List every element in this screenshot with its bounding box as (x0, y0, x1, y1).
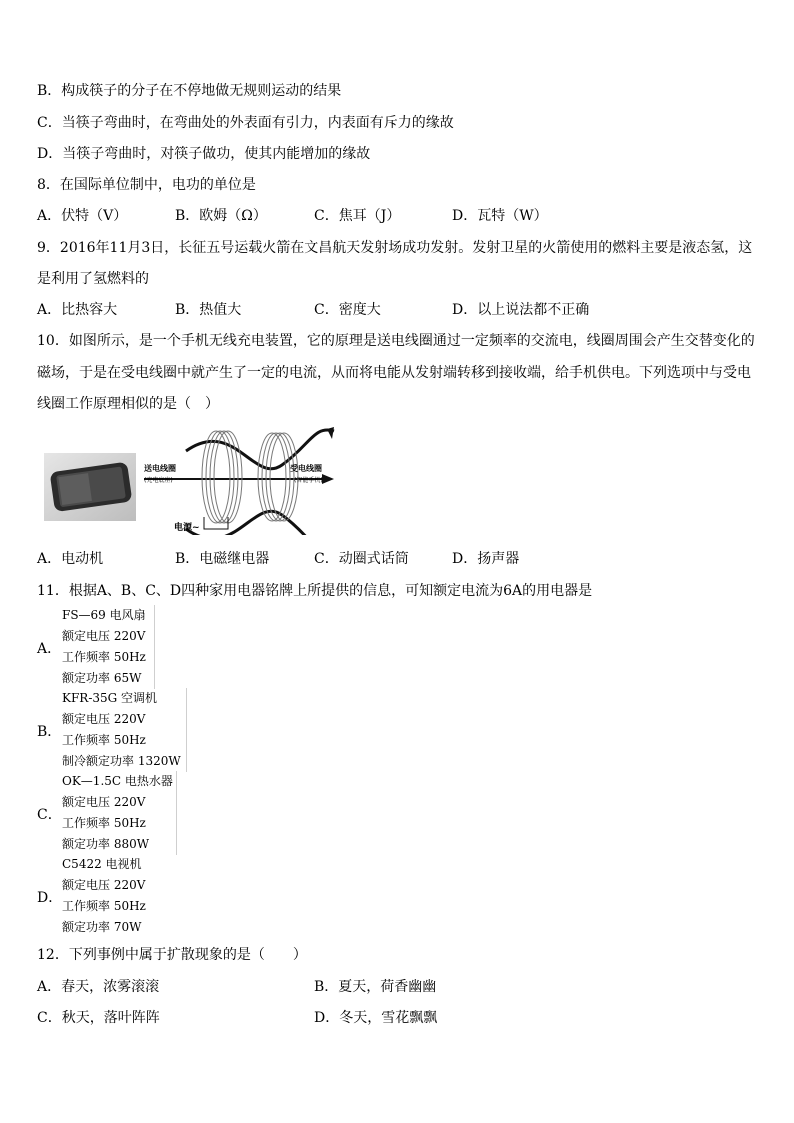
q8-option-b: B．欧姆（Ω） (175, 208, 267, 224)
q8-stem: 8．在国际单位制中，电功的单位是 (37, 177, 256, 193)
plate-line: 额定功率 880W (62, 837, 150, 851)
plate-line: 额定电压 220V (62, 878, 146, 892)
send-coil-sublabel: (充电底座) (144, 477, 173, 484)
q8-option-c: C．焦耳（J） (314, 208, 401, 224)
q11-stem: 11．根据A、B、C、D四种家用电器铭牌上所提供的信息，可知额定电流为6A的用电器是 (37, 583, 593, 599)
send-coil (202, 431, 242, 523)
receive-coil-sublabel: (智能手机) (294, 477, 323, 484)
q9-stem-line1: 9．2016年11月3日，长征五号运载火箭在文昌航天发射场成功发射。发射卫星的火箭使用的燃料主要是液态氢，这 (37, 240, 753, 256)
q8-option-d: D．瓦特（W） (452, 208, 548, 224)
q7-option-c: C．当筷子弯曲时，在弯曲处的外表面有引力，内表面有斥力的缘故 (37, 115, 454, 131)
plate-line: FS—69 电风扇 (62, 608, 146, 622)
plate-line: 制冷额定功率 1320W (62, 754, 181, 768)
plate-line: C5422 电视机 (62, 857, 142, 871)
q12-option-c: C．秋天，落叶阵阵 (37, 1010, 160, 1026)
plate-line: 工作频率 50Hz (62, 899, 146, 913)
plate-line: 额定功率 65W (62, 671, 142, 685)
plate-line: OK—1.5C 电热水器 (62, 774, 173, 788)
q12-option-b: B．夏天，荷香幽幽 (314, 979, 437, 995)
plate-line: 工作频率 50Hz (62, 816, 146, 830)
q11-plate-b (62, 688, 187, 772)
wireless-charging-figure (44, 425, 344, 535)
q11-plate-c (62, 771, 177, 855)
q10-stem-line3: 线圈工作原理相似的是（ ） (37, 396, 219, 412)
q10-stem-line2: 磁场，于是在受电线圈中就产生了一定的电流，从而将电能从发射端转移到接收端，给手机供电。下列选项中与受电 (37, 365, 751, 381)
q10-option-c: C．动圈式话筒 (314, 551, 409, 567)
power-label: 电源~ (174, 523, 200, 533)
q12-option-a: A．春天，浓雾滚滚 (37, 979, 160, 995)
plate-line: 额定电压 220V (62, 629, 146, 643)
q11-plate-a (62, 605, 155, 689)
q12-option-d: D．冬天，雪花飘飘 (314, 1010, 438, 1026)
q11-plate-d (62, 854, 154, 938)
axis-arrow-head (322, 474, 334, 484)
q9-option-d: D．以上说法都不正确 (452, 302, 590, 318)
q12-stem: 12．下列事例中属于扩散现象的是（ ） (37, 947, 307, 963)
q10-option-b: B．电磁继电器 (175, 551, 270, 567)
plate-line: 额定功率 70W (62, 920, 142, 934)
receive-coil (258, 433, 298, 521)
send-coil-label: 送电线圈 (144, 464, 176, 473)
plate-line: 工作频率 50Hz (62, 733, 146, 747)
q7-option-b: B．构成筷子的分子在不停地做无规则运动的结果 (37, 83, 342, 99)
plate-line: 额定电压 220V (62, 712, 146, 726)
phone-image (44, 453, 136, 521)
q10-option-a: A．电动机 (37, 551, 104, 567)
receive-coil-label: 受电线圈 (290, 464, 322, 473)
wireless-charging-diagram (44, 425, 344, 535)
q11-plate-c-label: C． (37, 807, 62, 823)
q9-option-a: A．比热容大 (37, 302, 118, 318)
q11-plate-b-label: B． (37, 724, 62, 740)
plate-line: 额定电压 220V (62, 795, 146, 809)
q11-plate-d-label: D． (37, 890, 63, 906)
q10-option-d: D．扬声器 (452, 551, 520, 567)
arrow-head-top (327, 427, 334, 439)
q11-plate-a-label: A． (37, 641, 62, 657)
q8-option-a: A．伏特（V） (37, 208, 128, 224)
plate-line: KFR-35G 空调机 (62, 691, 158, 705)
q10-stem-line1: 10．如图所示，是一个手机无线充电装置，它的原理是送电线圈通过一定频率的交流电，线圈周围会产生交替变化的 (37, 333, 755, 349)
plate-line: 工作频率 50Hz (62, 650, 146, 664)
q9-stem-line2: 是利用了氢燃料的 (37, 271, 149, 287)
q9-option-b: B．热值大 (175, 302, 242, 318)
field-line-top (186, 430, 334, 469)
q9-option-c: C．密度大 (314, 302, 381, 318)
q7-option-d: D．当筷子弯曲时，对筷子做功，使其内能增加的缘故 (37, 146, 371, 162)
